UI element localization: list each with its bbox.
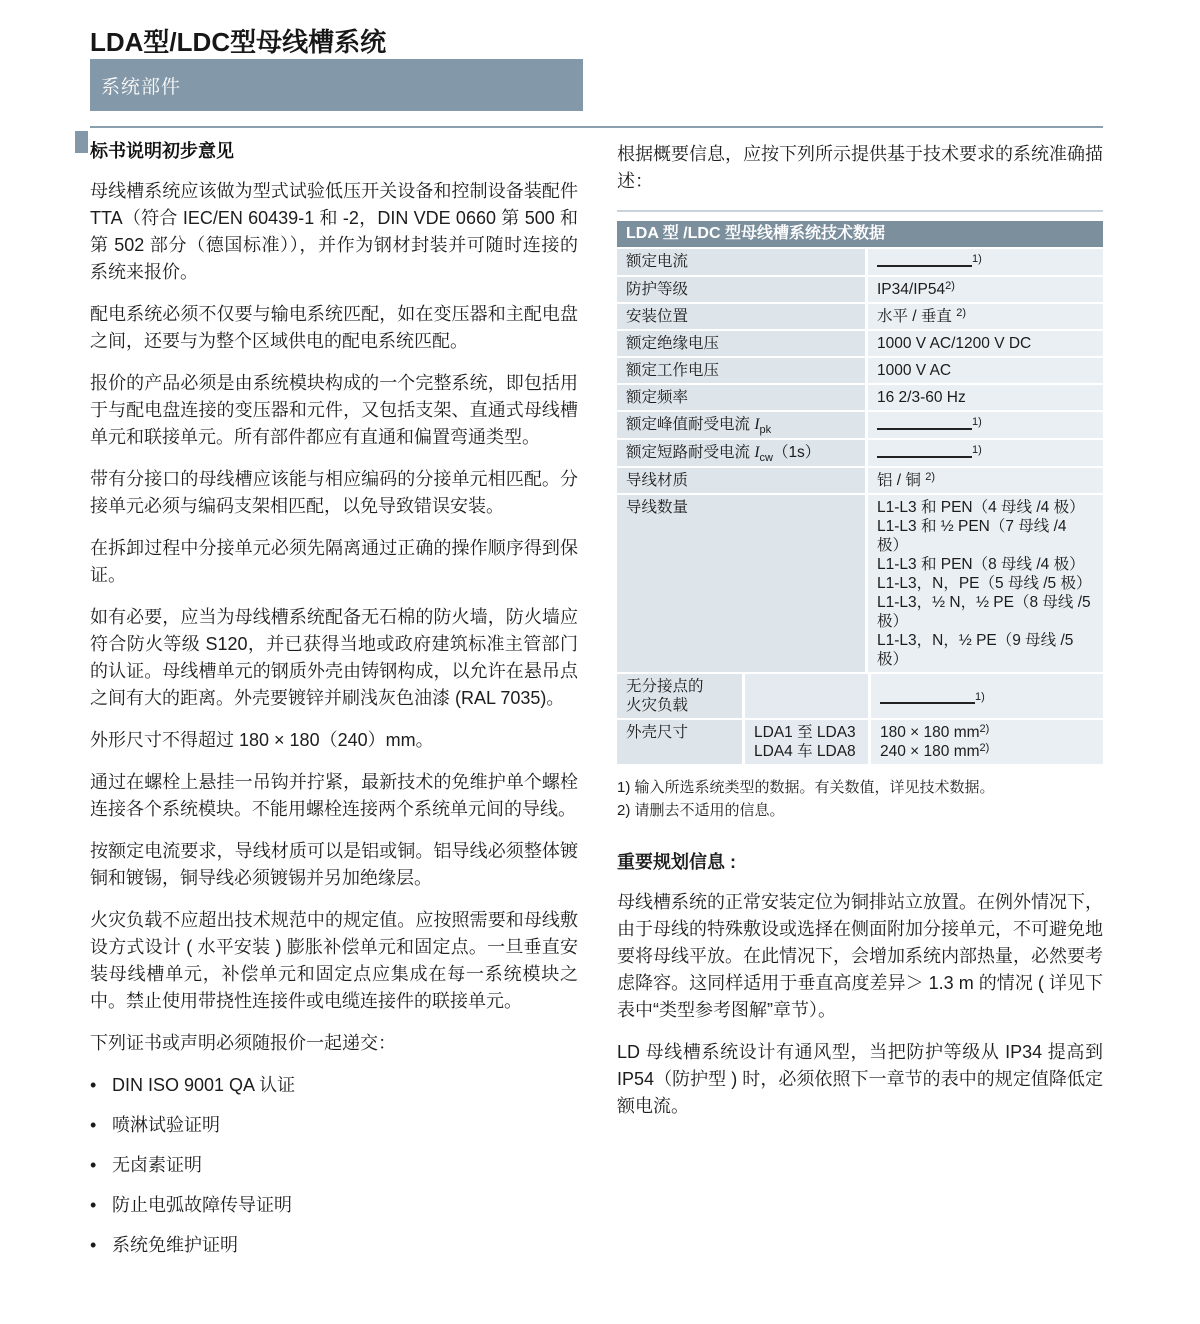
right-column: [617, 128, 1103, 1272]
row-label: 导线材质: [617, 468, 868, 493]
row-label: 安装位置: [617, 304, 868, 329]
blank-underline: [877, 443, 972, 458]
bullet-icon: •: [90, 1235, 97, 1255]
blank-underline: [877, 415, 972, 430]
table-top-rule: [617, 210, 1103, 212]
row-value: 铝 / 铜 $^{2)}$: [868, 468, 1103, 493]
table-row: [617, 493, 1103, 672]
row-value: L1-L3 和 PEN（4 母线 /4 极） L1-L3 和 ½ PEN（7 母线 /4 极） L1-L3 和 PEN（8 母线 /4 极） L1-L3，N，PE（5 母线 /5 极） L1-L3，½ N，½ PE（8 母线 /5 极） L1-L3，N，½ PE（9 母线 /5 极）: [868, 495, 1103, 672]
footnote-marker: 2): [925, 470, 936, 483]
list-item: [90, 1112, 578, 1139]
planning-heading: 重要规划信息 :: [617, 852, 736, 872]
list-item: [90, 1072, 578, 1099]
row-label: 防护等级: [617, 277, 868, 302]
row-label: 外壳尺寸: [617, 720, 745, 764]
row-label: 导线数量: [617, 495, 868, 672]
row-value: 1): [871, 674, 1103, 718]
certificates-list-intro: 下列证书或声明必须随报价一起递交：: [90, 1033, 396, 1053]
table-row: [617, 329, 1103, 356]
table-row: [617, 383, 1103, 410]
footnote-marker: 1): [972, 252, 982, 265]
row-label: 额定工作电压: [617, 358, 868, 383]
bullet-icon: •: [90, 1195, 97, 1215]
table-row: [617, 275, 1103, 302]
blank-underline: [877, 252, 972, 267]
row-value: 180 × 180 $mm^{2)}$ 240 × 180 $mm^{2)}$: [871, 720, 1103, 764]
paragraph: 母线槽系统应该做为型式试验低压开关设备和控制设备装配件 TTA（符合 IEC/EN 60439-1 和 -2，DIN VDE 0660 第 500 和第 502 部分（德国标准）），并作为钢材封装并可随时连接的系统来报价。: [90, 181, 578, 282]
row-label: 无分接点的 火灾负载: [617, 674, 745, 718]
bullet-icon: •: [90, 1155, 97, 1175]
paragraph: 火灾负载不应超出技术规范中的规定值。应按照需要和母线敷设方式设计 ( 水平安装 ) 膨胀补偿单元和固定点。一旦垂直安装母线槽单元，补偿单元和固定点应集成在每一系统模块之中。禁止使用带挠性连接件或电缆连接件的联接单元。: [90, 910, 578, 1011]
section-marker-square: [75, 131, 88, 153]
row-label: 额定电流: [617, 249, 868, 275]
row-value: 1000 V AC: [868, 358, 1103, 383]
current-symbol: I: [754, 444, 760, 461]
footnote-2: 2) 请删去不适用的信息。: [617, 802, 785, 819]
table-header: LDA 型 /LDC 型母线槽系统技术数据: [617, 221, 1103, 247]
list-item: [90, 1192, 578, 1219]
row-value: [868, 249, 1103, 275]
page-title: LDA型/LDC型母线槽系统: [90, 27, 387, 57]
paragraph: 报价的产品必须是由系统模块构成的一个完整系统，即包括用于与配电盘连接的变压器和元件，又包括支架、直通式母线槽单元和联接单元。所有部件都应有直通和偏置弯通类型。: [90, 373, 578, 447]
table-row: [617, 356, 1103, 383]
table-row: [617, 718, 1103, 764]
footnote-marker: 2): [979, 741, 990, 754]
list-item: [90, 1232, 578, 1259]
paragraph: 如有必要，应当为母线槽系统配备无石棉的防火墙，防火墙应符合防火等级 S120，并已获得当地或政府建筑标准主管部门的认证。母线槽单元的钢质外壳由铸钢构成，以允许在悬吊点之间有大的距离。外壳要镀锌并刷浅灰色油漆 (RAL 7035)。: [90, 607, 578, 708]
footnote-marker: 2): [945, 279, 955, 292]
list-item-text: 喷淋试验证明: [112, 1115, 220, 1135]
paragraph: 带有分接口的母线槽应该能与相应编码的分接单元相匹配。分接单元必须与编码支架相匹配，以免导致错误安装。: [90, 469, 578, 516]
paragraph: 通过在螺栓上悬挂一吊钩并拧紧，最新技术的免维护单个螺栓连接各个系统模块。不能用螺栓连接两个系统单元间的导线。: [90, 772, 578, 819]
paragraph: LD 母线槽系统设计有通风型，当把防护等级从 IP34 提高到 IP54（防护型 ) 时，必须依照下一章节的表中的规定值降低定额电流。: [617, 1042, 1103, 1116]
row-label: 额定频率: [617, 385, 868, 410]
row-value: 1000 V AC/1200 V DC: [868, 331, 1103, 356]
footnote-marker: 2): [956, 306, 967, 319]
row-value: IP34/IP54$^{2)}$: [868, 277, 1103, 302]
list-item-text: 防止电弧故障传导证明: [112, 1195, 292, 1215]
table-row: [617, 302, 1103, 329]
blank-underline: [880, 689, 975, 704]
table-row: [617, 410, 1103, 438]
row-value: [868, 412, 1103, 438]
row-value: [868, 440, 1103, 466]
list-item-text: 无卤素证明: [112, 1155, 202, 1175]
row-value: 水平 / 垂直 $^{2)}$: [868, 304, 1103, 329]
row-mid-cell: [745, 674, 871, 718]
paragraph: 外形尺寸不得超过 180 × 180（240）mm。: [90, 730, 434, 750]
bullet-icon: •: [90, 1115, 97, 1135]
row-mid-cell: LDA1 至 LDA3 LDA4 车 LDA8: [745, 720, 871, 764]
row-label: 额定短路耐受电流 $I_{cw}(1s)$: [617, 440, 868, 466]
footnote-marker: 1): [972, 415, 982, 428]
row-label: 额定绝缘电压: [617, 331, 868, 356]
paragraph: 配电系统必须不仅要与输电系统匹配，如在变压器和主配电盘之间，还要与为整个区域供电的配电系统匹配。: [90, 304, 578, 351]
table-footnotes: [617, 776, 1103, 822]
two-column-layout: [90, 128, 1103, 1272]
row-label: 额定峰值耐受电流 $I_{pk}$: [617, 412, 868, 438]
section-band-label: 系统部件: [101, 76, 182, 98]
footnote-marker: 1): [972, 443, 982, 456]
table-row: [617, 247, 1103, 275]
footnote-1: 1) 输入所选系统类型的数据。有关数值，详见技术数据。: [617, 779, 995, 796]
paragraph: 按额定电流要求，导线材质可以是铝或铜。铝导线必须整体镀铜和镀锡，铜导线必须镀锡并另加绝缘层。: [90, 841, 578, 888]
table-intro-paragraph: 根据概要信息，应按下列所示提供基于技术要求的系统准确描述：: [617, 144, 1103, 191]
left-column-heading: 标书说明初步意见: [90, 141, 234, 161]
row-value: 16 2/3-60 Hz: [868, 385, 1103, 410]
paragraph: 在拆卸过程中分接单元必须先隔离通过正确的操作顺序得到保证。: [90, 538, 578, 585]
table-row: [617, 672, 1103, 718]
current-symbol: I: [754, 416, 760, 433]
list-item-text: 系统免维护证明: [112, 1235, 238, 1255]
table-row: [617, 438, 1103, 466]
technical-data-table: [617, 210, 1103, 764]
bullet-icon: •: [90, 1075, 97, 1095]
section-band: [90, 59, 583, 111]
left-column: [90, 128, 578, 1272]
footnote-marker: 2): [979, 722, 990, 735]
paragraph: 母线槽系统的正常安装定位为铜排站立放置。在例外情况下，由于母线的特殊敷设或选择在侧面附加分接单元，不可避免地要将母线平放。在此情况下，会增加系统内部热量，必然要考虑降容。这同样适用于垂直高度差异＞ 1.3 m 的情况 ( 详见下表中“类型参考图解”章节）。: [617, 892, 1103, 1020]
list-item-text: DIN ISO 9001 QA 认证: [112, 1075, 296, 1095]
table-row: [617, 466, 1103, 493]
list-item: [90, 1152, 578, 1179]
